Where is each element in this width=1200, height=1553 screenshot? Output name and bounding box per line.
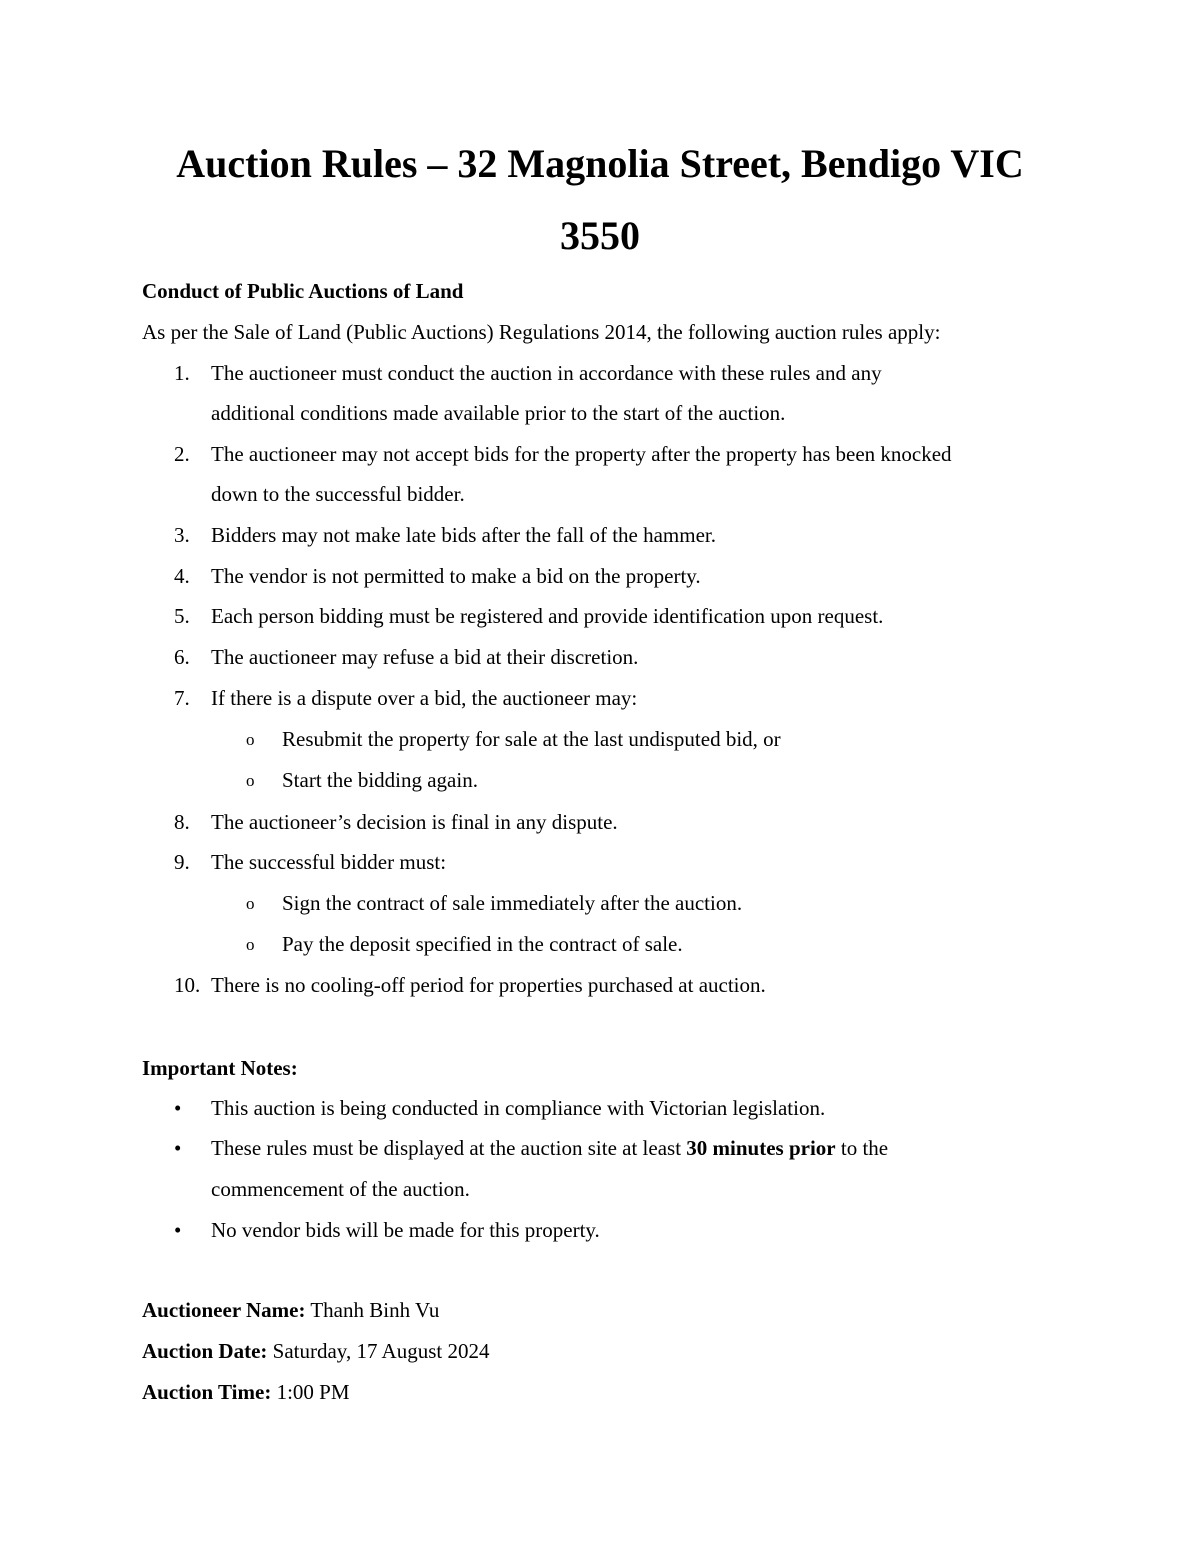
rule-number: 3. bbox=[174, 523, 190, 547]
auctioneer-label: Auctioneer Name: bbox=[142, 1298, 306, 1322]
note-text bbox=[211, 1134, 888, 1162]
sub-bullet-icon: o bbox=[246, 730, 255, 749]
rule-text: down to the successful bidder. bbox=[211, 482, 465, 506]
rule-number: 8. bbox=[174, 810, 190, 834]
note-emphasis: 30 minutes prior bbox=[686, 1136, 836, 1160]
note-text-part: to the bbox=[835, 1136, 889, 1160]
auction-date-value: Saturday, 17 August 2024 bbox=[267, 1339, 490, 1363]
sub-item-text: Pay the deposit specified in the contract of sale. bbox=[282, 932, 683, 956]
note-text: This auction is being conducted in compliance with Victorian legislation. bbox=[211, 1096, 826, 1120]
rule-text: The auctioneer’s decision is final in any dispute. bbox=[211, 810, 618, 834]
rule-text: additional conditions made available prior to the start of the auction. bbox=[211, 401, 786, 425]
sub-bullet-icon: o bbox=[246, 894, 255, 913]
rule-text: The auctioneer may not accept bids for the property after the property has been knocked bbox=[211, 442, 952, 466]
rule-number: 5. bbox=[174, 604, 190, 628]
notes-heading: Important Notes: bbox=[142, 1056, 298, 1080]
sub-bullet-icon: o bbox=[246, 935, 255, 954]
title-line-2: 3550 bbox=[560, 213, 640, 258]
document-title bbox=[100, 128, 1100, 272]
sub-item-text: Sign the contract of sale immediately after the auction. bbox=[282, 891, 743, 915]
rule-text: The auctioneer must conduct the auction in accordance with these rules and any bbox=[211, 361, 882, 385]
sub-item-text: Start the bidding again. bbox=[282, 768, 478, 792]
rule-number: 9. bbox=[174, 850, 190, 874]
rule-text: Bidders may not make late bids after the fall of the hammer. bbox=[211, 523, 717, 547]
auction-date bbox=[142, 1337, 489, 1365]
intro-paragraph: As per the Sale of Land (Public Auctions) Regulations 2014, the following auction rules apply: bbox=[142, 320, 941, 344]
rule-text: The auctioneer may refuse a bid at their discretion. bbox=[211, 645, 639, 669]
rule-number: 6. bbox=[174, 645, 190, 669]
rule-text: The successful bidder must: bbox=[211, 850, 447, 874]
auction-time-value: 1:00 PM bbox=[271, 1380, 350, 1404]
rule-number: 10. bbox=[174, 973, 201, 997]
rule-number: 4. bbox=[174, 564, 190, 588]
rule-number: 2. bbox=[174, 442, 190, 466]
title-line-1: Auction Rules – 32 Magnolia Street, Bendigo VIC bbox=[176, 141, 1024, 186]
auction-time-label: Auction Time: bbox=[142, 1380, 272, 1404]
note-text: commencement of the auction. bbox=[211, 1177, 470, 1201]
auction-date-label: Auction Date: bbox=[142, 1339, 268, 1363]
rule-text: If there is a dispute over a bid, the auctioneer may: bbox=[211, 686, 638, 710]
bullet-icon: • bbox=[174, 1218, 182, 1242]
bullet-icon: • bbox=[174, 1096, 182, 1120]
rule-text: Each person bidding must be registered and provide identification upon request. bbox=[211, 604, 884, 628]
note-text-part: These rules must be displayed at the auction site at least bbox=[211, 1136, 687, 1160]
auctioneer-name bbox=[142, 1296, 439, 1324]
rule-text: The vendor is not permitted to make a bid on the property. bbox=[211, 564, 701, 588]
note-text: No vendor bids will be made for this property. bbox=[211, 1218, 600, 1242]
rule-number: 7. bbox=[174, 686, 190, 710]
rule-text: There is no cooling-off period for properties purchased at auction. bbox=[211, 973, 766, 997]
bullet-icon: • bbox=[174, 1136, 182, 1160]
auctioneer-value: Thanh Binh Vu bbox=[305, 1298, 440, 1322]
auction-time bbox=[142, 1378, 350, 1406]
rule-number: 1. bbox=[174, 361, 190, 385]
sub-item-text: Resubmit the property for sale at the last undisputed bid, or bbox=[282, 727, 781, 751]
section-heading: Conduct of Public Auctions of Land bbox=[142, 279, 464, 303]
sub-bullet-icon: o bbox=[246, 771, 255, 790]
